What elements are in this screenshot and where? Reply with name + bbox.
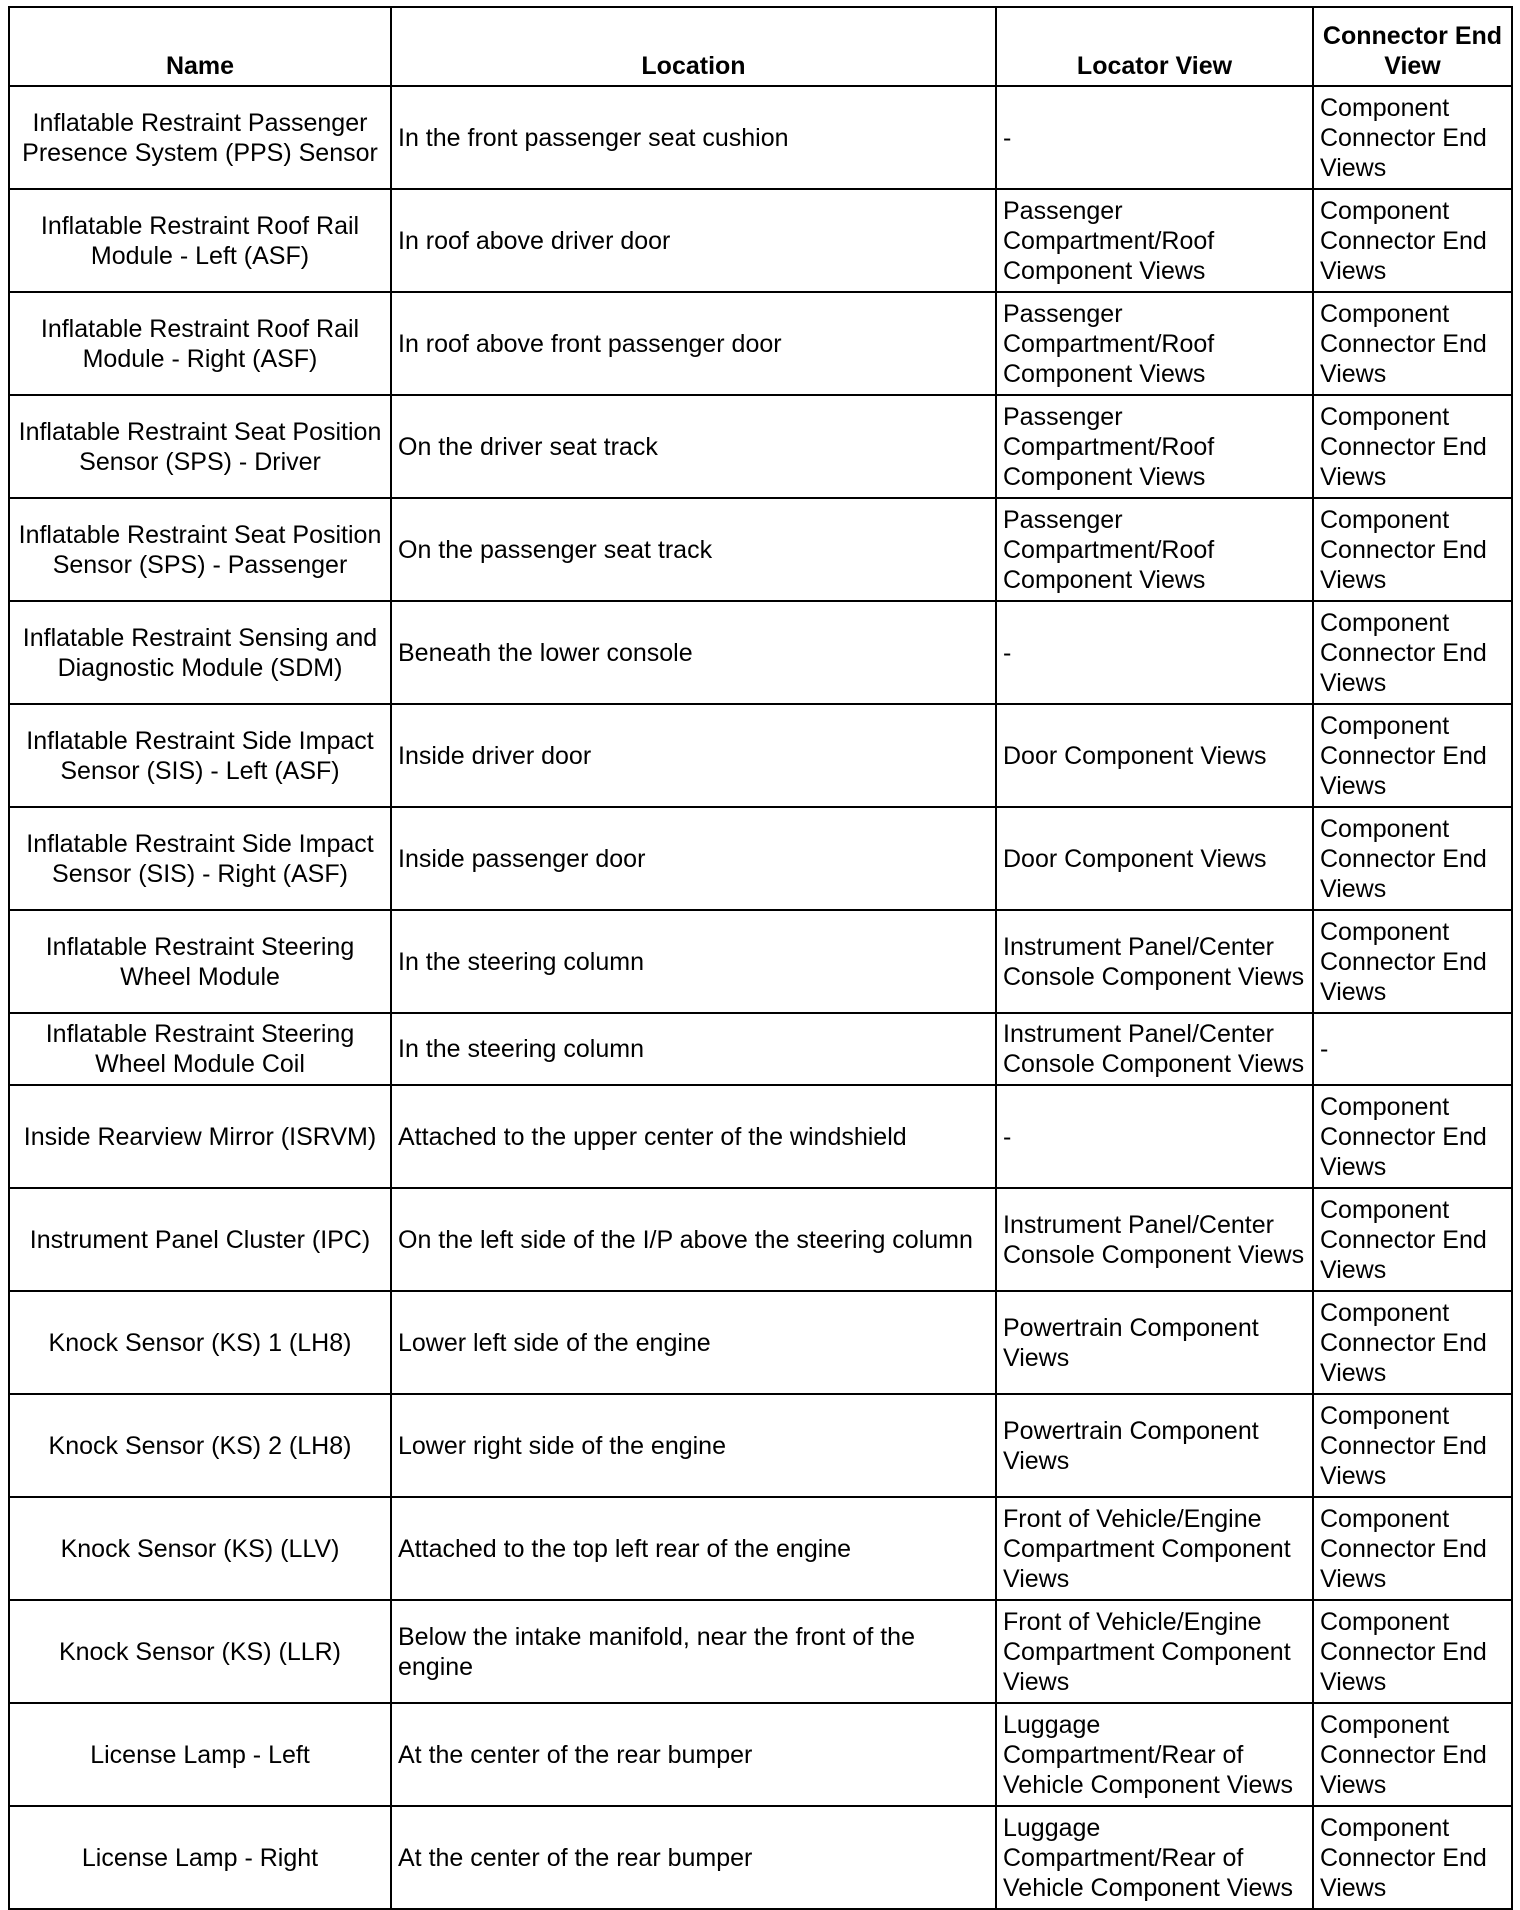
cell-locator-view: Instrument Panel/Center Console Component Views xyxy=(996,910,1313,1013)
cell-locator-view: Powertrain Component Views xyxy=(996,1394,1313,1497)
header-connector-end-view: Connector End View xyxy=(1313,7,1512,86)
cell-location: Below the intake manifold, near the front of the engine xyxy=(391,1600,996,1703)
cell-locator-view: Door Component Views xyxy=(996,704,1313,807)
cell-locator-view: Front of Vehicle/Engine Compartment Component Views xyxy=(996,1497,1313,1600)
table-row xyxy=(9,1013,1512,1085)
cell-connector-end-view: Component Connector End Views xyxy=(1313,704,1512,807)
cell-locator-view: - xyxy=(996,601,1313,704)
table-row xyxy=(9,1291,1512,1394)
cell-name: Inflatable Restraint Steering Wheel Module xyxy=(9,910,391,1013)
cell-location: In roof above front passenger door xyxy=(391,292,996,395)
table-row xyxy=(9,86,1512,189)
cell-location: Beneath the lower console xyxy=(391,601,996,704)
table-row xyxy=(9,1085,1512,1188)
cell-locator-view: Instrument Panel/Center Console Component Views xyxy=(996,1013,1313,1085)
cell-connector-end-view: Component Connector End Views xyxy=(1313,498,1512,601)
cell-location: Inside driver door xyxy=(391,704,996,807)
table-row xyxy=(9,807,1512,910)
cell-location: Lower right side of the engine xyxy=(391,1394,996,1497)
cell-location: In the steering column xyxy=(391,1013,996,1085)
cell-locator-view: Passenger Compartment/Roof Component Views xyxy=(996,292,1313,395)
cell-location: Attached to the upper center of the windshield xyxy=(391,1085,996,1188)
cell-locator-view: Front of Vehicle/Engine Compartment Component Views xyxy=(996,1600,1313,1703)
table-header xyxy=(9,7,1512,86)
header-row xyxy=(9,7,1512,86)
table-row xyxy=(9,292,1512,395)
cell-connector-end-view: Component Connector End Views xyxy=(1313,1188,1512,1291)
cell-location: On the passenger seat track xyxy=(391,498,996,601)
table-row xyxy=(9,498,1512,601)
cell-locator-view: - xyxy=(996,1085,1313,1188)
cell-connector-end-view: Component Connector End Views xyxy=(1313,601,1512,704)
table-row xyxy=(9,601,1512,704)
cell-connector-end-view: Component Connector End Views xyxy=(1313,1497,1512,1600)
cell-name: Inflatable Restraint Sensing and Diagnostic Module (SDM) xyxy=(9,601,391,704)
table-row xyxy=(9,1394,1512,1497)
table-row xyxy=(9,395,1512,498)
cell-connector-end-view: Component Connector End Views xyxy=(1313,1806,1512,1909)
cell-connector-end-view: Component Connector End Views xyxy=(1313,292,1512,395)
cell-name: Inflatable Restraint Steering Wheel Module Coil xyxy=(9,1013,391,1085)
table-row xyxy=(9,189,1512,292)
cell-connector-end-view: Component Connector End Views xyxy=(1313,189,1512,292)
header-locator-view: Locator View xyxy=(996,7,1313,86)
cell-location: On the driver seat track xyxy=(391,395,996,498)
cell-location: At the center of the rear bumper xyxy=(391,1703,996,1806)
cell-location: In the steering column xyxy=(391,910,996,1013)
cell-locator-view: Passenger Compartment/Roof Component Views xyxy=(996,189,1313,292)
table-row xyxy=(9,1600,1512,1703)
table-row xyxy=(9,704,1512,807)
cell-locator-view: Powertrain Component Views xyxy=(996,1291,1313,1394)
cell-name: Knock Sensor (KS) 2 (LH8) xyxy=(9,1394,391,1497)
cell-name: License Lamp - Left xyxy=(9,1703,391,1806)
cell-name: Inflatable Restraint Roof Rail Module - Left (ASF) xyxy=(9,189,391,292)
table-row xyxy=(9,1188,1512,1291)
cell-connector-end-view: Component Connector End Views xyxy=(1313,1703,1512,1806)
cell-locator-view: Luggage Compartment/Rear of Vehicle Component Views xyxy=(996,1703,1313,1806)
cell-connector-end-view: Component Connector End Views xyxy=(1313,1291,1512,1394)
cell-location: In the front passenger seat cushion xyxy=(391,86,996,189)
table-row xyxy=(9,1703,1512,1806)
cell-locator-view: Luggage Compartment/Rear of Vehicle Component Views xyxy=(996,1806,1313,1909)
cell-name: Inflatable Restraint Passenger Presence System (PPS) Sensor xyxy=(9,86,391,189)
cell-location: Attached to the top left rear of the engine xyxy=(391,1497,996,1600)
cell-connector-end-view: - xyxy=(1313,1013,1512,1085)
component-locator-page xyxy=(8,6,1511,1910)
cell-name: Inside Rearview Mirror (ISRVM) xyxy=(9,1085,391,1188)
cell-connector-end-view: Component Connector End Views xyxy=(1313,395,1512,498)
cell-name: Knock Sensor (KS) 1 (LH8) xyxy=(9,1291,391,1394)
cell-name: Inflatable Restraint Seat Position Sensor (SPS) - Passenger xyxy=(9,498,391,601)
cell-name: License Lamp - Right xyxy=(9,1806,391,1909)
cell-locator-view: Door Component Views xyxy=(996,807,1313,910)
cell-location: Lower left side of the engine xyxy=(391,1291,996,1394)
cell-name: Inflatable Restraint Roof Rail Module - Right (ASF) xyxy=(9,292,391,395)
cell-name: Inflatable Restraint Side Impact Sensor (SIS) - Left (ASF) xyxy=(9,704,391,807)
table-row xyxy=(9,1497,1512,1600)
header-name: Name xyxy=(9,7,391,86)
header-location: Location xyxy=(391,7,996,86)
cell-locator-view: Passenger Compartment/Roof Component Views xyxy=(996,395,1313,498)
cell-locator-view: - xyxy=(996,86,1313,189)
table-row xyxy=(9,1806,1512,1909)
cell-location: On the left side of the I/P above the steering column xyxy=(391,1188,996,1291)
cell-connector-end-view: Component Connector End Views xyxy=(1313,910,1512,1013)
cell-connector-end-view: Component Connector End Views xyxy=(1313,1394,1512,1497)
cell-name: Knock Sensor (KS) (LLV) xyxy=(9,1497,391,1600)
cell-locator-view: Passenger Compartment/Roof Component Views xyxy=(996,498,1313,601)
table-body xyxy=(9,86,1512,1909)
cell-location: In roof above driver door xyxy=(391,189,996,292)
table-row xyxy=(9,910,1512,1013)
cell-connector-end-view: Component Connector End Views xyxy=(1313,807,1512,910)
cell-location: At the center of the rear bumper xyxy=(391,1806,996,1909)
cell-connector-end-view: Component Connector End Views xyxy=(1313,86,1512,189)
cell-name: Instrument Panel Cluster (IPC) xyxy=(9,1188,391,1291)
cell-name: Inflatable Restraint Seat Position Sensor (SPS) - Driver xyxy=(9,395,391,498)
cell-name: Knock Sensor (KS) (LLR) xyxy=(9,1600,391,1703)
cell-name: Inflatable Restraint Side Impact Sensor (SIS) - Right (ASF) xyxy=(9,807,391,910)
cell-connector-end-view: Component Connector End Views xyxy=(1313,1085,1512,1188)
component-locator-table xyxy=(8,6,1513,1910)
cell-location: Inside passenger door xyxy=(391,807,996,910)
cell-locator-view: Instrument Panel/Center Console Component Views xyxy=(996,1188,1313,1291)
cell-connector-end-view: Component Connector End Views xyxy=(1313,1600,1512,1703)
